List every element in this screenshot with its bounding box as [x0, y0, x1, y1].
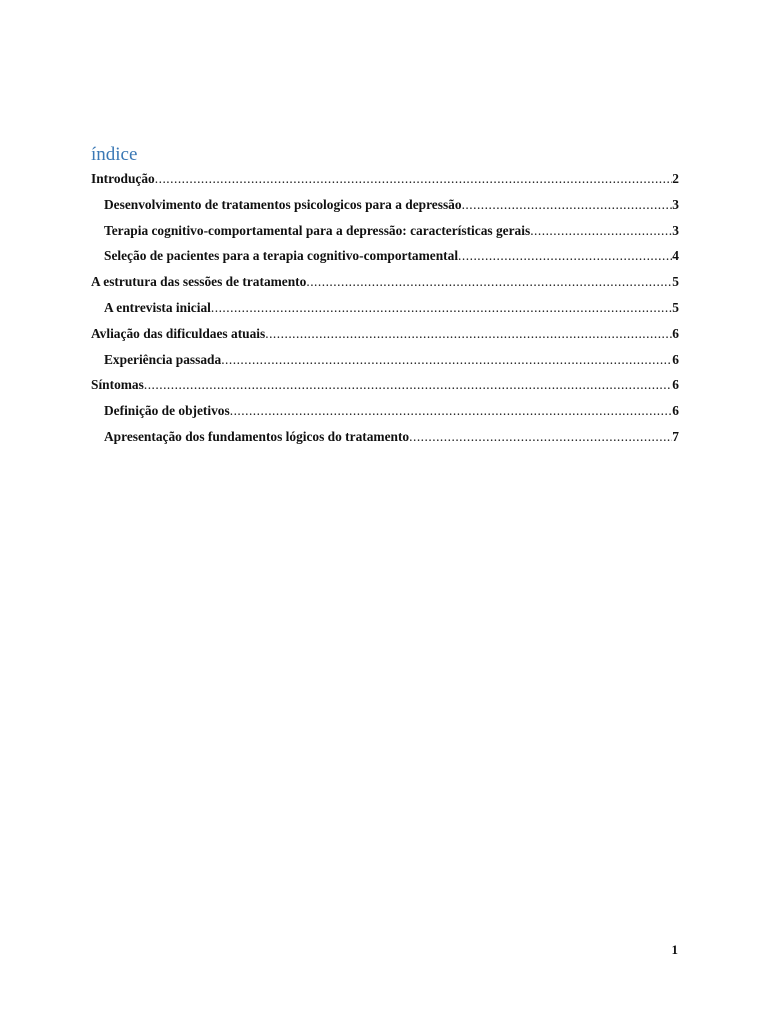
toc-entry-avliacao[interactable]	[91, 321, 679, 347]
table-of-contents	[91, 166, 679, 450]
toc-entry-text: Seleção de pacientes para a terapia cognitivo-comportamental	[104, 248, 459, 264]
dot-leader	[265, 321, 672, 347]
toc-entry-page: 6	[672, 403, 679, 419]
toc-entry-text: Definição de objetivos	[104, 403, 230, 419]
toc-entry-text: Síntomas	[91, 377, 144, 393]
toc-entry-page: 6	[672, 325, 679, 341]
toc-entry-text: A entrevista inicial	[104, 299, 211, 315]
toc-entry-page: 3	[672, 196, 679, 212]
toc-entry-text: Terapia cognitivo-comportamental para a depressão: características gerais	[104, 222, 531, 238]
toc-entry-page: 6	[672, 351, 679, 367]
toc-entry-page: 3	[672, 222, 679, 238]
toc-entry-terapia[interactable]	[91, 218, 679, 244]
page-number: 1	[671, 942, 678, 957]
dot-leader	[530, 218, 672, 244]
toc-entry-page: 5	[672, 299, 679, 315]
toc-entry-desenvolvimento[interactable]	[91, 192, 679, 218]
toc-entry-page: 6	[672, 377, 679, 393]
toc-entry-definicao[interactable]	[91, 398, 679, 424]
dot-leader	[462, 192, 673, 218]
toc-entry-introducao[interactable]	[91, 166, 679, 192]
dot-leader	[211, 295, 672, 321]
toc-entry-page: 7	[672, 428, 679, 444]
dot-leader	[458, 243, 672, 269]
toc-entry-text: Introdução	[91, 171, 155, 186]
toc-entry-text: Avliação das dificuldaes atuais	[91, 325, 266, 341]
toc-entry-selecao[interactable]	[91, 243, 679, 269]
dot-leader	[221, 347, 672, 373]
dot-leader	[144, 372, 672, 398]
toc-entry-text: Experiência passada	[104, 351, 222, 367]
dot-leader	[155, 166, 673, 192]
toc-entry-experiencia[interactable]	[91, 347, 679, 373]
toc-entry-page: 2	[672, 171, 679, 186]
toc-entry-sintomas[interactable]	[91, 372, 679, 398]
toc-entry-text: A estrutura das sessões de tratamento	[91, 274, 307, 290]
dot-leader	[230, 398, 673, 424]
toc-entry-estrutura[interactable]	[91, 269, 679, 295]
toc-entry-entrevista[interactable]	[91, 295, 679, 321]
dot-leader	[306, 269, 672, 295]
toc-entry-page: 4	[672, 248, 679, 264]
dot-leader	[409, 424, 672, 450]
toc-heading: índice	[91, 144, 138, 165]
toc-entry-text: Apresentação dos fundamentos lógicos do tratamento	[104, 428, 410, 444]
toc-entry-page: 5	[672, 274, 679, 290]
toc-entry-text: Desenvolvimento de tratamentos psicologicos para a depressão	[104, 196, 462, 212]
toc-entry-apresentacao[interactable]	[91, 424, 679, 450]
